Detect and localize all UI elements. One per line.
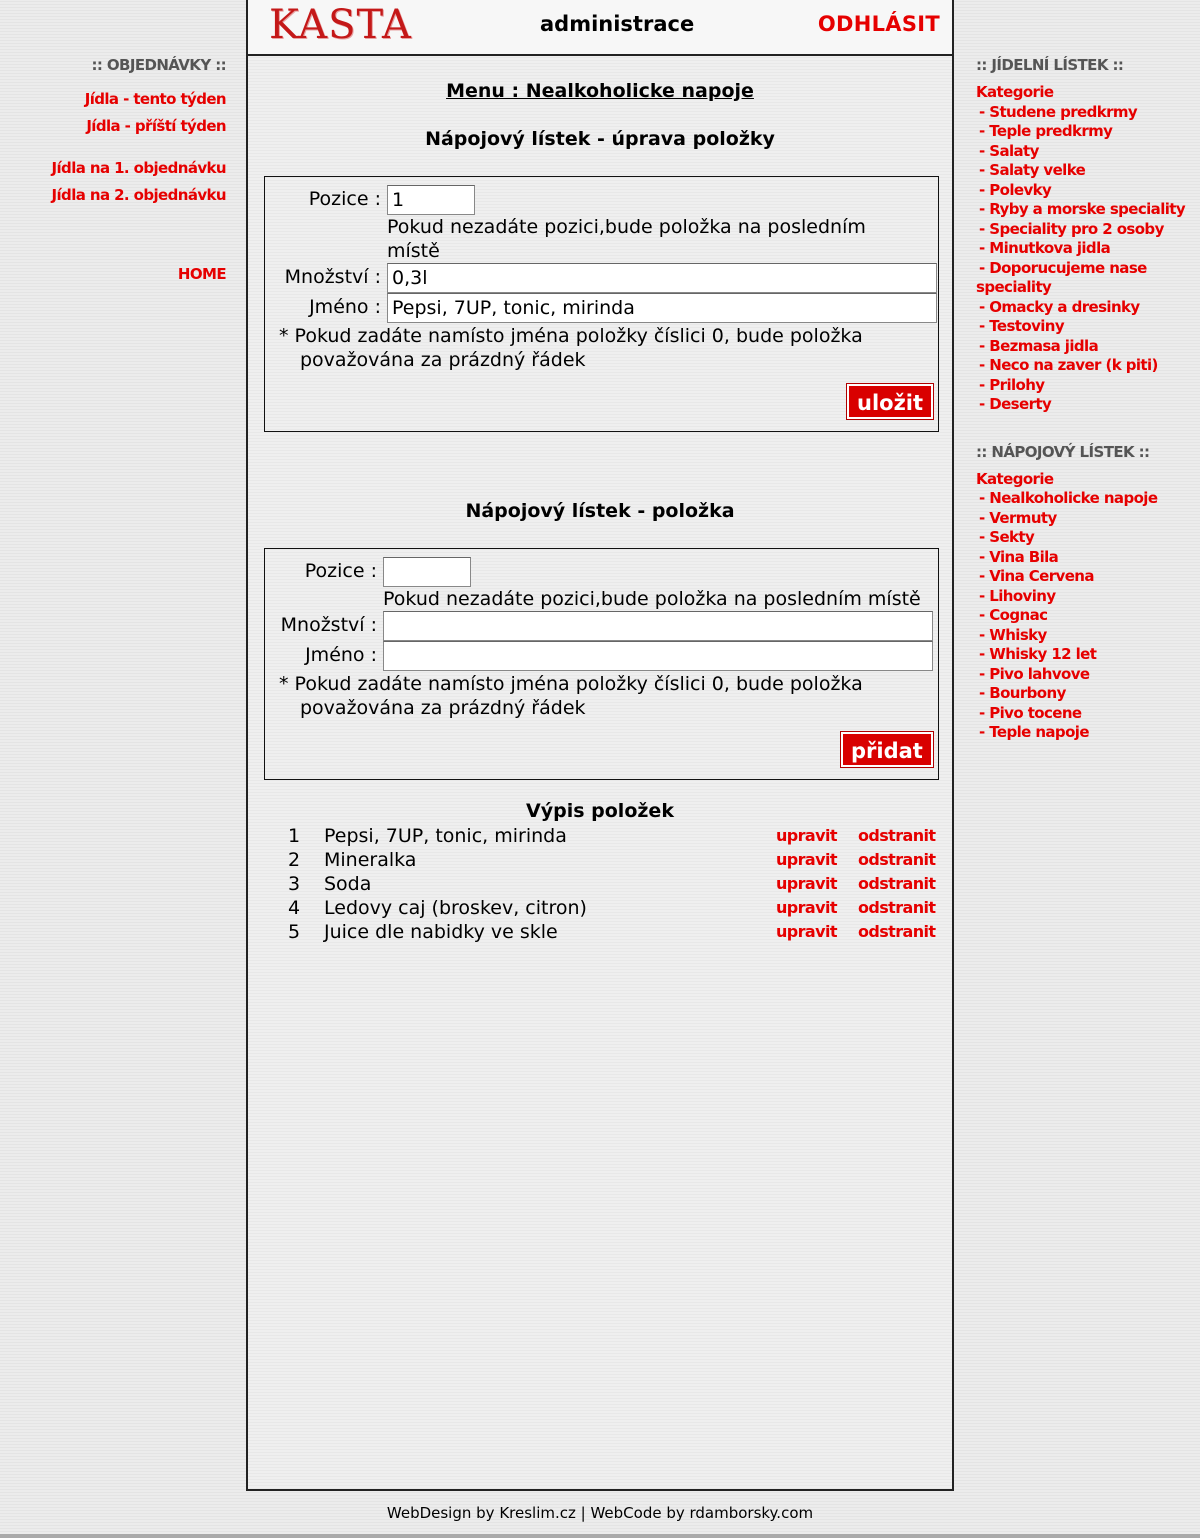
items-list <box>278 824 934 944</box>
edit-item-link[interactable]: upravit <box>776 874 837 893</box>
edit-position-input[interactable]: 1 <box>387 185 475 215</box>
edit-position-label: Pozice : <box>308 188 381 210</box>
edit-quantity-label: Množství : <box>284 266 381 288</box>
food-category-item[interactable]: - Testoviny <box>979 317 1065 335</box>
item-name: Ledovy caj (broskev, citron) <box>324 897 587 919</box>
edit-item-form <box>264 176 939 432</box>
drinks-category-item[interactable]: - Vermuty <box>979 508 1057 527</box>
list-item <box>278 872 934 896</box>
list-item <box>278 848 934 872</box>
edit-empty-row-note <box>279 324 919 372</box>
food-category-item[interactable]: - Studene predkrmy <box>979 102 1138 121</box>
drinks-category-item[interactable]: - Teple napoje <box>979 723 1089 741</box>
delete-item-link[interactable]: odstranit <box>858 826 936 845</box>
drinks-category-item[interactable]: - Whisky 12 let <box>979 645 1097 663</box>
edit-item-link[interactable]: upravit <box>776 826 837 845</box>
drinks-category-item[interactable]: - Cognac <box>979 606 1048 624</box>
food-category-item[interactable]: - Bezmasa jidla <box>979 336 1099 355</box>
food-category-item[interactable]: - Neco na zaver (k piti) <box>979 356 1158 374</box>
drinks-category-item[interactable]: - Whisky <box>979 625 1047 644</box>
add-name-input[interactable] <box>383 641 933 671</box>
list-item <box>278 920 934 944</box>
header <box>248 0 952 56</box>
food-category-item[interactable]: - Speciality pro 2 osoby <box>979 219 1164 238</box>
add-item-form <box>264 548 939 780</box>
food-category-item[interactable]: - Ryby a morske speciality <box>979 200 1186 218</box>
food-category-item[interactable]: - Minutkova jidla <box>979 239 1111 257</box>
link-meals-next-week[interactable]: Jídla - příští týden <box>86 117 226 135</box>
item-name: Soda <box>324 873 372 895</box>
add-quantity-input[interactable] <box>383 611 933 641</box>
add-name-label: Jméno : <box>305 644 377 666</box>
drinks-category-item[interactable]: - Sekty <box>979 528 1035 546</box>
add-position-hint: Pokud nezadáte pozici,bude položka na posledním místě <box>383 588 921 610</box>
food-menu-heading: :: JÍDELNÍ LÍSTEK :: <box>976 56 1124 74</box>
food-category-item[interactable]: - Omacky a dresinky <box>979 297 1140 316</box>
edit-position-hint: Pokud nezadáte pozici,bude položka na posledním místě <box>387 216 866 262</box>
item-number: 2 <box>288 849 301 871</box>
food-category-item[interactable]: - Doporucujeme nase speciality <box>976 258 1147 296</box>
item-name: Pepsi, 7UP, tonic, mirinda <box>324 825 567 847</box>
edit-name-input[interactable]: Pepsi, 7UP, tonic, mirinda <box>387 293 937 323</box>
link-home[interactable]: HOME <box>177 265 226 283</box>
food-category-link[interactable]: Kategorie <box>976 83 1054 101</box>
food-category-item[interactable]: - Polevky <box>979 180 1052 199</box>
food-category-item[interactable]: - Prilohy <box>979 375 1045 394</box>
edit-item-link[interactable]: upravit <box>776 898 837 917</box>
item-name: Juice dle nabidky ve skle <box>324 921 558 943</box>
drinks-menu-heading: :: NÁPOJOVÝ LÍSTEK :: <box>976 442 1150 461</box>
food-category-item[interactable]: - Salaty velke <box>979 161 1086 179</box>
item-name: Mineralka <box>324 849 417 871</box>
item-number: 1 <box>288 825 301 847</box>
edit-item-link[interactable]: upravit <box>776 922 837 941</box>
add-note-line1: * Pokud zadáte namísto jména položky číslici 0, bude položka <box>279 673 863 695</box>
drinks-category-item[interactable]: - Vina Cervena <box>979 567 1094 585</box>
drinks-category-item[interactable]: - Vina Bila <box>979 547 1059 566</box>
footer-divider <box>0 1534 1200 1538</box>
footer: WebDesign by Kreslim.cz | WebCode by rdamborsky.com <box>386 1504 814 1522</box>
items-list-title: Výpis položek <box>526 800 674 822</box>
main-panel <box>246 0 954 1491</box>
list-item <box>278 824 934 848</box>
delete-item-link[interactable]: odstranit <box>858 850 936 869</box>
item-number: 5 <box>288 921 301 943</box>
drinks-category-item[interactable]: - Lihoviny <box>979 586 1056 605</box>
drinks-category-item[interactable]: - Bourbony <box>979 684 1066 702</box>
link-meals-this-week[interactable]: Jídla - tento týden <box>84 90 226 108</box>
orders-heading: :: OBJEDNÁVKY :: <box>91 56 226 74</box>
delete-item-link[interactable]: odstranit <box>858 898 936 917</box>
add-form-title: Nápojový lístek - položka <box>465 500 735 522</box>
edit-note-line1: * Pokud zadáte namísto jména položky číslici 0, bude položka <box>279 325 863 347</box>
link-meals-order-2[interactable]: Jídla na 2. objednávku <box>51 186 226 204</box>
right-sidebar <box>976 56 1200 743</box>
drinks-category-link[interactable]: Kategorie <box>976 469 1054 488</box>
item-number: 4 <box>288 897 301 919</box>
header-title: administrace <box>540 12 695 36</box>
add-position-input[interactable] <box>383 557 471 587</box>
kasta-logo: KASTA <box>269 2 412 48</box>
food-category-item[interactable]: - Teple predkrmy <box>979 122 1113 140</box>
drinks-category-item[interactable]: - Nealkoholicke napoje <box>979 489 1158 507</box>
link-meals-order-1[interactable]: Jídla na 1. objednávku <box>51 159 226 177</box>
add-position-label: Pozice : <box>304 560 377 582</box>
edit-note-line2: považována za prázdný řádek <box>300 349 586 371</box>
logout-link[interactable]: ODHLÁSIT <box>817 12 940 36</box>
drinks-category-item[interactable]: - Pivo tocene <box>979 703 1082 722</box>
food-category-item[interactable]: - Deserty <box>979 395 1052 413</box>
edit-item-link[interactable]: upravit <box>776 850 837 869</box>
add-note-line2: považována za prázdný řádek <box>300 697 586 719</box>
item-number: 3 <box>288 873 301 895</box>
left-sidebar <box>0 56 226 288</box>
menu-title: Menu : Nealkoholicke napoje <box>446 80 754 102</box>
edit-name-label: Jméno : <box>309 296 381 318</box>
add-empty-row-note <box>279 672 919 720</box>
list-item <box>278 896 934 920</box>
edit-form-title: Nápojový lístek - úprava položky <box>425 128 775 150</box>
food-category-item[interactable]: - Salaty <box>979 141 1039 160</box>
add-quantity-label: Množství : <box>280 614 377 636</box>
drinks-category-item[interactable]: - Pivo lahvove <box>979 664 1090 683</box>
add-button[interactable]: přidat <box>841 732 933 767</box>
save-button[interactable]: uložit <box>847 384 933 419</box>
delete-item-link[interactable]: odstranit <box>858 922 936 941</box>
edit-quantity-input[interactable]: 0,3l <box>387 263 937 293</box>
delete-item-link[interactable]: odstranit <box>858 874 936 893</box>
